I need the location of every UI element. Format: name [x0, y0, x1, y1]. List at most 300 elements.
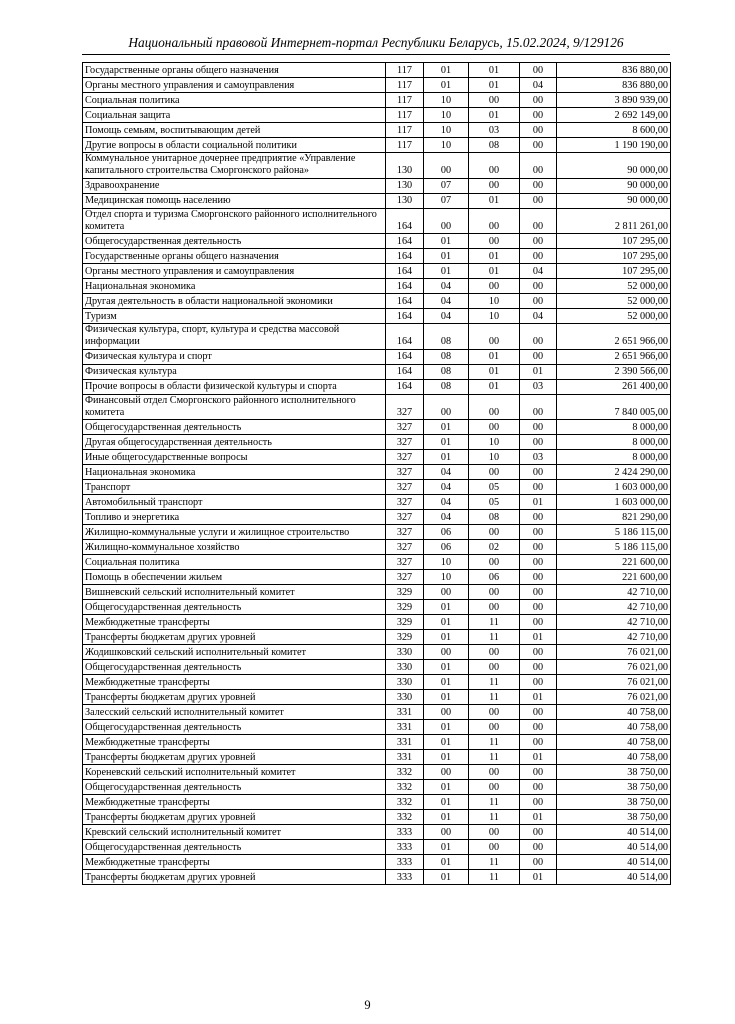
table-row — [83, 570, 671, 585]
row-name-cell: Помощь в обеспечении жильем — [83, 570, 386, 585]
section-code-cell: 04 — [424, 480, 469, 495]
subsection-code-cell: 08 — [469, 510, 520, 525]
subsection-code-cell: 10 — [469, 450, 520, 465]
subsection-code-cell: 11 — [469, 675, 520, 690]
chapter-code-cell: 332 — [386, 780, 424, 795]
type-code-cell: 04 — [520, 78, 557, 93]
type-code-cell: 00 — [520, 249, 557, 264]
table-row — [83, 450, 671, 465]
amount-cell: 40 514,00 — [557, 870, 671, 885]
type-code-cell: 00 — [520, 735, 557, 750]
section-code-cell: 00 — [424, 825, 469, 840]
section-code-cell: 00 — [424, 394, 469, 420]
amount-cell: 5 186 115,00 — [557, 525, 671, 540]
type-code-cell: 00 — [520, 780, 557, 795]
subsection-code-cell: 01 — [469, 249, 520, 264]
chapter-code-cell: 330 — [386, 645, 424, 660]
chapter-code-cell: 130 — [386, 193, 424, 208]
table-row — [83, 765, 671, 780]
row-name-cell: Трансферты бюджетам других уровней — [83, 810, 386, 825]
type-code-cell: 03 — [520, 450, 557, 465]
row-name-cell: Национальная экономика — [83, 465, 386, 480]
type-code-cell: 00 — [520, 394, 557, 420]
table-row — [83, 540, 671, 555]
subsection-code-cell: 00 — [469, 765, 520, 780]
chapter-code-cell: 333 — [386, 825, 424, 840]
amount-cell: 7 840 005,00 — [557, 394, 671, 420]
subsection-code-cell: 01 — [469, 78, 520, 93]
table-row — [83, 660, 671, 675]
type-code-cell: 00 — [520, 279, 557, 294]
table-row — [83, 108, 671, 123]
type-code-cell: 00 — [520, 540, 557, 555]
section-code-cell: 10 — [424, 123, 469, 138]
type-code-cell: 01 — [520, 630, 557, 645]
subsection-code-cell: 01 — [469, 193, 520, 208]
chapter-code-cell: 331 — [386, 705, 424, 720]
header-rule — [82, 54, 670, 55]
amount-cell: 8 000,00 — [557, 435, 671, 450]
table-row — [83, 394, 671, 420]
type-code-cell: 00 — [520, 63, 557, 78]
table-row — [83, 465, 671, 480]
section-code-cell: 04 — [424, 309, 469, 324]
type-code-cell: 00 — [520, 840, 557, 855]
row-name-cell: Общегосударственная деятельность — [83, 600, 386, 615]
subsection-code-cell: 01 — [469, 264, 520, 279]
row-name-cell: Общегосударственная деятельность — [83, 720, 386, 735]
subsection-code-cell: 00 — [469, 720, 520, 735]
page-number: 9 — [364, 998, 371, 1012]
amount-cell: 221 600,00 — [557, 570, 671, 585]
chapter-code-cell: 117 — [386, 63, 424, 78]
section-code-cell: 00 — [424, 153, 469, 179]
table-row — [83, 123, 671, 138]
subsection-code-cell: 00 — [469, 585, 520, 600]
amount-cell: 42 710,00 — [557, 630, 671, 645]
amount-cell: 8 000,00 — [557, 420, 671, 435]
table-row — [83, 435, 671, 450]
type-code-cell: 00 — [520, 123, 557, 138]
amount-cell: 40 514,00 — [557, 825, 671, 840]
table-row — [83, 810, 671, 825]
type-code-cell: 01 — [520, 870, 557, 885]
chapter-code-cell: 327 — [386, 420, 424, 435]
chapter-code-cell: 329 — [386, 615, 424, 630]
amount-cell: 2 424 290,00 — [557, 465, 671, 480]
chapter-code-cell: 164 — [386, 264, 424, 279]
table-row — [83, 193, 671, 208]
type-code-cell: 00 — [520, 675, 557, 690]
row-name-cell: Трансферты бюджетам других уровней — [83, 750, 386, 765]
row-name-cell: Трансферты бюджетам других уровней — [83, 870, 386, 885]
table-row — [83, 249, 671, 264]
subsection-code-cell: 05 — [469, 480, 520, 495]
amount-cell: 38 750,00 — [557, 765, 671, 780]
amount-cell: 40 758,00 — [557, 735, 671, 750]
section-code-cell: 04 — [424, 279, 469, 294]
chapter-code-cell: 164 — [386, 208, 424, 234]
section-code-cell: 01 — [424, 870, 469, 885]
chapter-code-cell: 333 — [386, 870, 424, 885]
row-name-cell: Социальная политика — [83, 93, 386, 108]
chapter-code-cell: 164 — [386, 249, 424, 264]
section-code-cell: 00 — [424, 585, 469, 600]
subsection-code-cell: 00 — [469, 153, 520, 179]
chapter-code-cell: 327 — [386, 540, 424, 555]
chapter-code-cell: 331 — [386, 750, 424, 765]
section-code-cell: 01 — [424, 234, 469, 249]
row-name-cell: Социальная защита — [83, 108, 386, 123]
subsection-code-cell: 11 — [469, 615, 520, 630]
section-code-cell: 00 — [424, 705, 469, 720]
table-row — [83, 178, 671, 193]
table-row — [83, 825, 671, 840]
subsection-code-cell: 10 — [469, 294, 520, 309]
section-code-cell: 01 — [424, 63, 469, 78]
row-name-cell: Жилищно-коммунальное хозяйство — [83, 540, 386, 555]
table-row — [83, 735, 671, 750]
section-code-cell: 08 — [424, 349, 469, 364]
row-name-cell: Органы местного управления и самоуправления — [83, 264, 386, 279]
amount-cell: 40 758,00 — [557, 705, 671, 720]
chapter-code-cell: 117 — [386, 78, 424, 93]
chapter-code-cell: 329 — [386, 585, 424, 600]
subsection-code-cell: 11 — [469, 870, 520, 885]
subsection-code-cell: 00 — [469, 645, 520, 660]
type-code-cell: 00 — [520, 765, 557, 780]
section-code-cell: 01 — [424, 810, 469, 825]
type-code-cell: 00 — [520, 720, 557, 735]
subsection-code-cell: 00 — [469, 705, 520, 720]
row-name-cell: Кореневский сельский исполнительный комитет — [83, 765, 386, 780]
section-code-cell: 01 — [424, 750, 469, 765]
section-code-cell: 10 — [424, 138, 469, 153]
subsection-code-cell: 10 — [469, 309, 520, 324]
chapter-code-cell: 330 — [386, 675, 424, 690]
table-row — [83, 510, 671, 525]
table-row — [83, 138, 671, 153]
row-name-cell: Кревский сельский исполнительный комитет — [83, 825, 386, 840]
amount-cell: 76 021,00 — [557, 660, 671, 675]
type-code-cell: 00 — [520, 525, 557, 540]
table-row — [83, 525, 671, 540]
table-row — [83, 870, 671, 885]
amount-cell: 76 021,00 — [557, 690, 671, 705]
table-row — [83, 780, 671, 795]
amount-cell: 5 186 115,00 — [557, 540, 671, 555]
section-code-cell: 01 — [424, 78, 469, 93]
subsection-code-cell: 11 — [469, 855, 520, 870]
row-name-cell: Физическая культура и спорт — [83, 349, 386, 364]
amount-cell: 1 603 000,00 — [557, 495, 671, 510]
chapter-code-cell: 327 — [386, 450, 424, 465]
type-code-cell: 00 — [520, 465, 557, 480]
type-code-cell: 00 — [520, 795, 557, 810]
amount-cell: 90 000,00 — [557, 193, 671, 208]
section-code-cell: 04 — [424, 465, 469, 480]
chapter-code-cell: 332 — [386, 765, 424, 780]
page-header: Национальный правовой Интернет-портал Республики Беларусь, 15.02.2024, 9/129126 — [128, 35, 624, 50]
subsection-code-cell: 00 — [469, 600, 520, 615]
chapter-code-cell: 327 — [386, 480, 424, 495]
section-code-cell: 07 — [424, 193, 469, 208]
table-row — [83, 750, 671, 765]
amount-cell: 836 880,00 — [557, 78, 671, 93]
table-row — [83, 480, 671, 495]
section-code-cell: 01 — [424, 420, 469, 435]
row-name-cell: Жилищно-коммунальные услуги и жилищное строительство — [83, 525, 386, 540]
amount-cell: 52 000,00 — [557, 279, 671, 294]
chapter-code-cell: 164 — [386, 279, 424, 294]
row-name-cell: Общегосударственная деятельность — [83, 660, 386, 675]
subsection-code-cell: 00 — [469, 234, 520, 249]
section-code-cell: 01 — [424, 720, 469, 735]
section-code-cell: 10 — [424, 108, 469, 123]
table-row — [83, 309, 671, 324]
section-code-cell: 01 — [424, 600, 469, 615]
table-row — [83, 78, 671, 93]
chapter-code-cell: 164 — [386, 379, 424, 394]
chapter-code-cell: 327 — [386, 495, 424, 510]
row-name-cell: Общегосударственная деятельность — [83, 840, 386, 855]
amount-cell: 42 710,00 — [557, 585, 671, 600]
type-code-cell: 00 — [520, 660, 557, 675]
section-code-cell: 01 — [424, 690, 469, 705]
subsection-code-cell: 00 — [469, 93, 520, 108]
section-code-cell: 10 — [424, 555, 469, 570]
row-name-cell: Медицинская помощь населению — [83, 193, 386, 208]
type-code-cell: 00 — [520, 420, 557, 435]
amount-cell: 221 600,00 — [557, 555, 671, 570]
chapter-code-cell: 329 — [386, 600, 424, 615]
type-code-cell: 01 — [520, 690, 557, 705]
type-code-cell: 00 — [520, 600, 557, 615]
type-code-cell: 00 — [520, 435, 557, 450]
type-code-cell: 00 — [520, 510, 557, 525]
type-code-cell: 00 — [520, 585, 557, 600]
table-row — [83, 495, 671, 510]
table-row — [83, 420, 671, 435]
amount-cell: 3 890 939,00 — [557, 93, 671, 108]
row-name-cell: Вишневский сельский исполнительный комитет — [83, 585, 386, 600]
subsection-code-cell: 00 — [469, 394, 520, 420]
type-code-cell: 00 — [520, 705, 557, 720]
subsection-code-cell: 00 — [469, 660, 520, 675]
type-code-cell: 00 — [520, 555, 557, 570]
amount-cell: 2 390 566,00 — [557, 364, 671, 379]
table-row — [83, 264, 671, 279]
amount-cell: 76 021,00 — [557, 675, 671, 690]
table-row — [83, 855, 671, 870]
chapter-code-cell: 333 — [386, 840, 424, 855]
section-code-cell: 10 — [424, 93, 469, 108]
chapter-code-cell: 327 — [386, 435, 424, 450]
table-row — [83, 279, 671, 294]
section-code-cell: 01 — [424, 660, 469, 675]
table-row — [83, 720, 671, 735]
type-code-cell: 00 — [520, 178, 557, 193]
amount-cell: 107 295,00 — [557, 234, 671, 249]
section-code-cell: 04 — [424, 495, 469, 510]
row-name-cell: Помощь семьям, воспитывающим детей — [83, 123, 386, 138]
row-name-cell: Транспорт — [83, 480, 386, 495]
chapter-code-cell: 117 — [386, 138, 424, 153]
type-code-cell: 00 — [520, 294, 557, 309]
chapter-code-cell: 330 — [386, 660, 424, 675]
section-code-cell: 01 — [424, 735, 469, 750]
chapter-code-cell: 327 — [386, 465, 424, 480]
section-code-cell: 00 — [424, 208, 469, 234]
chapter-code-cell: 331 — [386, 735, 424, 750]
table-row — [83, 840, 671, 855]
row-name-cell: Межбюджетные трансферты — [83, 675, 386, 690]
amount-cell: 40 514,00 — [557, 840, 671, 855]
table-row — [83, 645, 671, 660]
subsection-code-cell: 00 — [469, 208, 520, 234]
subsection-code-cell: 00 — [469, 780, 520, 795]
amount-cell: 38 750,00 — [557, 780, 671, 795]
type-code-cell: 04 — [520, 264, 557, 279]
subsection-code-cell: 11 — [469, 735, 520, 750]
row-name-cell: Общегосударственная деятельность — [83, 234, 386, 249]
table-row — [83, 63, 671, 78]
chapter-code-cell: 332 — [386, 795, 424, 810]
row-name-cell: Финансовый отдел Сморгонского районного исполнительного комитета — [83, 394, 386, 420]
row-name-cell: Трансферты бюджетам других уровней — [83, 690, 386, 705]
type-code-cell: 01 — [520, 495, 557, 510]
amount-cell: 1 190 190,00 — [557, 138, 671, 153]
chapter-code-cell: 327 — [386, 570, 424, 585]
table-row — [83, 324, 671, 350]
row-name-cell: Органы местного управления и самоуправления — [83, 78, 386, 93]
amount-cell: 261 400,00 — [557, 379, 671, 394]
section-code-cell: 01 — [424, 675, 469, 690]
subsection-code-cell: 01 — [469, 63, 520, 78]
amount-cell: 90 000,00 — [557, 153, 671, 179]
row-name-cell: Прочие вопросы в области физической культуры и спорта — [83, 379, 386, 394]
table-row — [83, 208, 671, 234]
subsection-code-cell: 11 — [469, 630, 520, 645]
amount-cell: 42 710,00 — [557, 600, 671, 615]
budget-table-body — [83, 63, 671, 885]
table-row — [83, 585, 671, 600]
section-code-cell: 04 — [424, 510, 469, 525]
row-name-cell: Коммунальное унитарное дочернее предприятие «Управление капитального строительства Сморгонского района» — [83, 153, 386, 179]
section-code-cell: 01 — [424, 249, 469, 264]
subsection-code-cell: 05 — [469, 495, 520, 510]
amount-cell: 52 000,00 — [557, 294, 671, 309]
amount-cell: 38 750,00 — [557, 810, 671, 825]
type-code-cell: 00 — [520, 615, 557, 630]
section-code-cell: 00 — [424, 645, 469, 660]
row-name-cell: Государственные органы общего назначения — [83, 63, 386, 78]
subsection-code-cell: 00 — [469, 420, 520, 435]
amount-cell: 38 750,00 — [557, 795, 671, 810]
section-code-cell: 01 — [424, 435, 469, 450]
chapter-code-cell: 332 — [386, 810, 424, 825]
chapter-code-cell: 327 — [386, 525, 424, 540]
table-row — [83, 93, 671, 108]
subsection-code-cell: 03 — [469, 123, 520, 138]
chapter-code-cell: 130 — [386, 153, 424, 179]
amount-cell: 40 758,00 — [557, 750, 671, 765]
amount-cell: 76 021,00 — [557, 645, 671, 660]
type-code-cell: 00 — [520, 108, 557, 123]
chapter-code-cell: 164 — [386, 324, 424, 350]
subsection-code-cell: 00 — [469, 840, 520, 855]
section-code-cell: 08 — [424, 379, 469, 394]
type-code-cell: 04 — [520, 309, 557, 324]
row-name-cell: Здравоохранение — [83, 178, 386, 193]
subsection-code-cell: 00 — [469, 525, 520, 540]
table-row — [83, 153, 671, 179]
row-name-cell: Физическая культура — [83, 364, 386, 379]
section-code-cell: 06 — [424, 540, 469, 555]
section-code-cell: 04 — [424, 294, 469, 309]
type-code-cell: 00 — [520, 234, 557, 249]
type-code-cell: 00 — [520, 855, 557, 870]
chapter-code-cell: 164 — [386, 349, 424, 364]
section-code-cell: 01 — [424, 450, 469, 465]
row-name-cell: Социальная политика — [83, 555, 386, 570]
amount-cell: 2 692 149,00 — [557, 108, 671, 123]
row-name-cell: Туризм — [83, 309, 386, 324]
table-row — [83, 364, 671, 379]
section-code-cell: 01 — [424, 795, 469, 810]
chapter-code-cell: 333 — [386, 855, 424, 870]
subsection-code-cell: 01 — [469, 108, 520, 123]
budget-table — [82, 62, 671, 885]
subsection-code-cell: 02 — [469, 540, 520, 555]
subsection-code-cell: 00 — [469, 178, 520, 193]
row-name-cell: Автомобильный транспорт — [83, 495, 386, 510]
type-code-cell: 00 — [520, 208, 557, 234]
subsection-code-cell: 01 — [469, 349, 520, 364]
amount-cell: 52 000,00 — [557, 309, 671, 324]
amount-cell: 8 000,00 — [557, 450, 671, 465]
type-code-cell: 00 — [520, 349, 557, 364]
type-code-cell: 01 — [520, 750, 557, 765]
chapter-code-cell: 330 — [386, 690, 424, 705]
subsection-code-cell: 06 — [469, 570, 520, 585]
row-name-cell: Трансферты бюджетам других уровней — [83, 630, 386, 645]
chapter-code-cell: 164 — [386, 294, 424, 309]
section-code-cell: 06 — [424, 525, 469, 540]
type-code-cell: 03 — [520, 379, 557, 394]
amount-cell: 2 651 966,00 — [557, 349, 671, 364]
type-code-cell: 01 — [520, 364, 557, 379]
section-code-cell: 01 — [424, 780, 469, 795]
chapter-code-cell: 117 — [386, 93, 424, 108]
type-code-cell: 00 — [520, 324, 557, 350]
amount-cell: 40 514,00 — [557, 855, 671, 870]
table-row — [83, 349, 671, 364]
chapter-code-cell: 331 — [386, 720, 424, 735]
table-row — [83, 630, 671, 645]
subsection-code-cell: 08 — [469, 138, 520, 153]
row-name-cell: Межбюджетные трансферты — [83, 795, 386, 810]
subsection-code-cell: 00 — [469, 324, 520, 350]
chapter-code-cell: 327 — [386, 394, 424, 420]
subsection-code-cell: 11 — [469, 750, 520, 765]
row-name-cell: Государственные органы общего назначения — [83, 249, 386, 264]
subsection-code-cell: 01 — [469, 364, 520, 379]
amount-cell: 2 651 966,00 — [557, 324, 671, 350]
amount-cell: 42 710,00 — [557, 615, 671, 630]
table-row — [83, 294, 671, 309]
table-row — [83, 615, 671, 630]
